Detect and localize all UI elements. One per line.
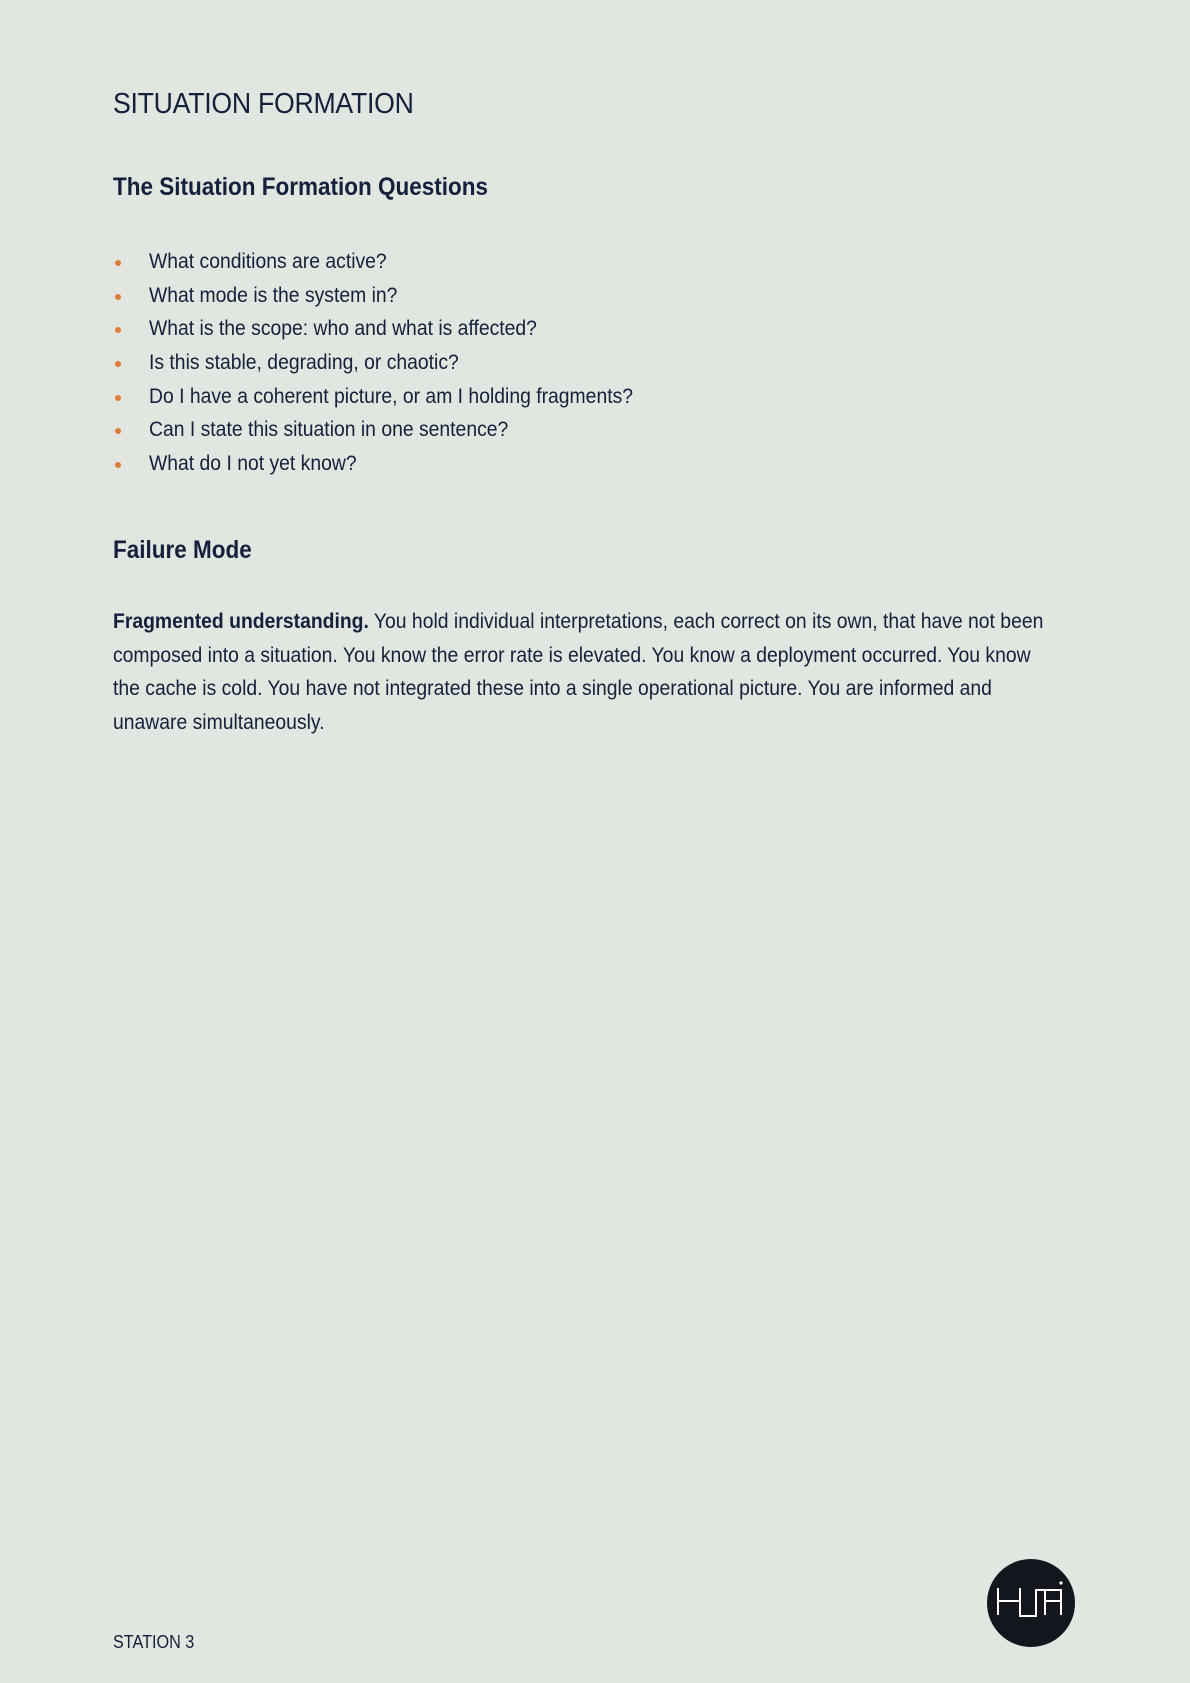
bullet-dot-icon (115, 462, 121, 468)
failure-mode-body: You hold individual interpretations, each correct on its own, that have not been composed into a situation. You know the error rate is elevated. You know a deployment occurred. You know the cache is cold. You have not integrated these into a single operational picture. You are informed and unaware simultaneously. (113, 609, 1044, 735)
bullet-dot-icon (115, 294, 121, 300)
station-label: STATION 3 (113, 1632, 195, 1652)
list-item-text: Is this stable, degrading, or chaotic? (149, 350, 459, 375)
bullet-dot-icon (115, 428, 121, 434)
failure-mode-paragraph (113, 605, 1049, 740)
questions-heading: The Situation Formation Questions (113, 173, 489, 201)
logo-glyph (987, 1559, 1075, 1647)
list-item-text: Do I have a coherent picture, or am I holding fragments? (149, 383, 634, 408)
bullet-dot-icon (115, 327, 121, 333)
list-item-text: What mode is the system in? (149, 282, 398, 307)
failure-mode-lead: Fragmented understanding. (113, 609, 369, 633)
list-item-text: What conditions are active? (149, 249, 387, 273)
page-title: SITUATION FORMATION (113, 88, 414, 120)
failure-mode-heading: Failure Mode (113, 536, 252, 564)
list-item-text: What is the scope: who and what is affected? (149, 316, 537, 341)
bullet-dot-icon (115, 361, 121, 367)
list-item-text: Can I state this situation in one sentence? (149, 417, 509, 442)
list-item-text: What do I not yet know? (149, 451, 357, 476)
monogram-logo-icon (987, 1559, 1075, 1647)
bullet-dot-icon (115, 260, 121, 266)
bullet-dot-icon (115, 395, 121, 401)
